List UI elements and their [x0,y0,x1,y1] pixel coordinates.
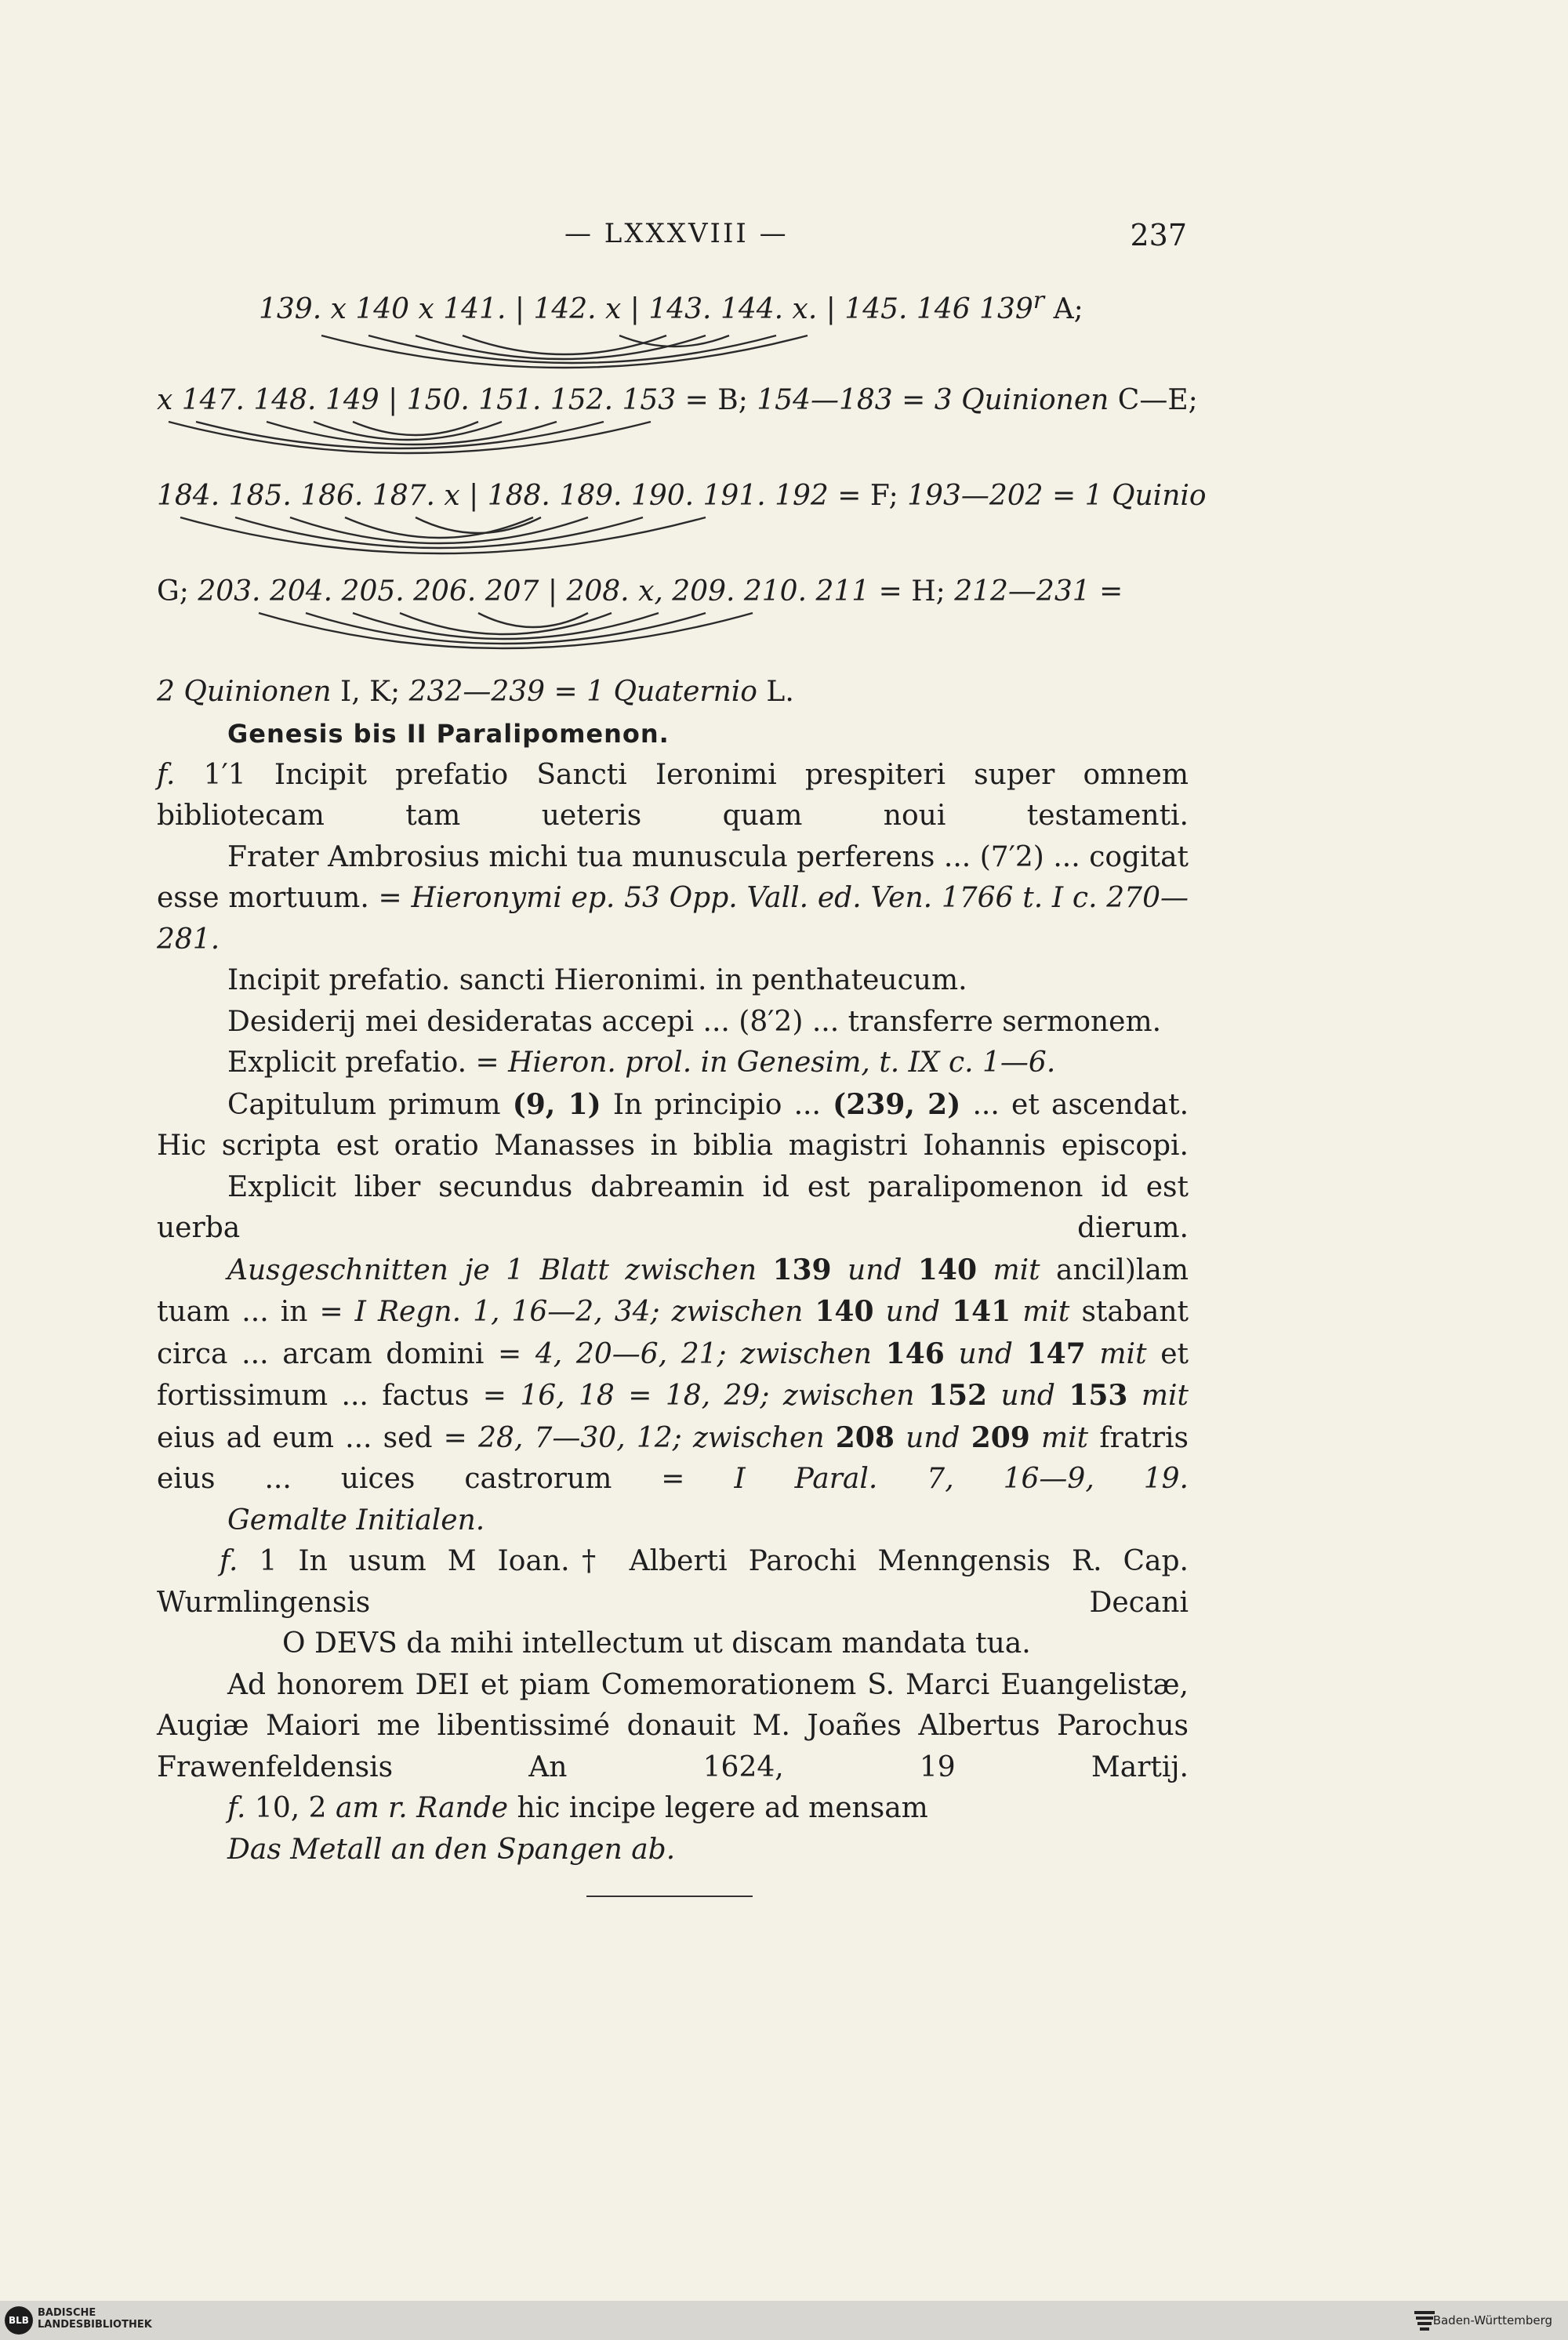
paragraph-3: Incipit prefatio. sancti Hieronimi. in penthateucum. [227,964,967,996]
paragraph-text: hic incipe legere ad mensam [508,1792,928,1824]
quire-tail: L. [757,676,794,708]
quire-line-1 [259,287,1294,325]
folio-bold: 147 [1026,1337,1086,1370]
note-text: mit [1029,1421,1100,1454]
folio-bold: 146 [885,1337,945,1370]
quire-text: 203. 204. 205. 206. 207 | 208. x, 209. 210. 211 [198,575,870,608]
citation: I Paral. 7, 16—9, 19. [734,1463,1189,1495]
paragraph-1 [157,755,1189,837]
citation: Hieronymi ep. 53 Opp. Vall. ed. Ven. 1766 t. I c. 270—281. [157,882,1189,956]
main-text [157,713,1189,1870]
folio-ref: f. [227,1792,246,1824]
quire-tail: A; [1044,293,1083,325]
folio-bold: 140 [815,1295,874,1328]
note-text: mit [977,1253,1057,1286]
folio-number: 10, 2 [245,1792,336,1824]
quire-text-2: 232—239 = 1 Quaternio [408,676,757,708]
end-rule [586,1896,753,1897]
folio-bold: 152 [927,1379,988,1412]
folio-bold: 208 [835,1420,895,1454]
paragraph-text: Explicit prefatio. = [227,1047,509,1079]
paragraph-8 [157,1250,1189,1500]
citation: 16, 18 = 18, 29; zwischen [520,1380,928,1412]
paragraph-12: Ad honorem DEI et piam Comemorationem S. Marci Euangelistæ, Augiæ Maiori me libentissimé donauit M. Joañes Albertus Parochus Frawenfeldensis An 1624, 19 Martij. [157,1668,1189,1783]
quire-line-3 [157,480,1207,512]
note-text: und [831,1253,918,1286]
footer-bar [0,2301,1568,2340]
running-head [0,218,1568,265]
paragraph-4: Desiderij mei desideratas accepi ... (8′2) ... transferre sermonem. [227,1005,1162,1038]
quote-text: stabant circa ... arcam domini = [157,1296,1189,1370]
quire-text-2: 154—183 = 3 Quinionen [757,384,1109,416]
library-name-line-1: BADISCHE [38,2307,96,2319]
note-text: und [894,1421,971,1454]
quote-text: ancil)lam tuam ... in = [157,1253,1189,1328]
quote-text: eius ad eum ... sed = [157,1421,479,1454]
paragraph-13 [157,1788,1189,1830]
paragraph-11: O DEVS da mihi intellectum ut discam mandata tua. [282,1627,1031,1660]
blb-logo-icon: BLB [5,2306,33,2335]
folio-ref: f. [220,1545,238,1577]
quire-text: x 147. 148. 149 | 150. 151. 152. 153 [157,384,677,416]
section-heading: Genesis bis II Paralipomenon. [227,719,670,749]
folio-bold: (239, 2) [833,1087,961,1121]
quire-lead: G; [157,575,198,608]
paragraph-7: Explicit liber secundus dabreamin id est paralipomenon id est uerba dierum. [157,1170,1189,1244]
quire-mid: = H; [869,575,955,608]
folio-bold: 153 [1069,1379,1128,1412]
quire-text: 139. x 140 x 141. | 142. x | 143. 144. x. | 145. 146 139 [259,293,1033,325]
running-title: — LXXXVIII — [564,218,789,249]
state-name: Baden-Württemberg [1432,2313,1552,2327]
quire-text: 184. 185. 186. 187. x | 188. 189. 190. 191. 192 [157,480,829,512]
citation: 28, 7—30, 12; zwischen [478,1421,836,1454]
citation: Hieron. prol. in Genesim, t. IX c. 1—6. [508,1047,1056,1079]
quire-mid: = B; [676,384,757,416]
paragraph-5 [157,1043,1189,1084]
citation: 4, 20—6, 21; zwischen [535,1337,886,1370]
paragraph-text: Frater Ambrosius michi tua munuscula perferens ... (7′2) ... cogitat esse mortuum. = [157,840,1189,914]
paragraph-6 [157,1084,1189,1167]
note-text: mit [1085,1337,1161,1370]
margin-note: am r. Rande [335,1792,509,1824]
quire-mid: = F; [828,480,908,512]
folio-bold: 141 [952,1295,1011,1328]
library-name-line-2: LANDESBIBLIOTHEK [38,2319,152,2331]
page-number: 237 [1130,218,1187,252]
note-text: und [987,1380,1069,1412]
paragraph-text: In principio ... [601,1088,833,1121]
paragraph-9: Gemalte Initialen. [227,1504,485,1536]
paragraph-text: ... et ascendat. Hic scripta est oratio Manasses in biblia magistri Iohannis episcopi. [157,1088,1189,1162]
folio-bold: 140 [917,1253,978,1286]
quire-text: 2 Quinionen [157,676,332,708]
note-text: und [944,1337,1027,1370]
quire-line-2 [157,384,1198,416]
note-text: Ausgeschnitten je 1 Blatt zwischen [227,1253,773,1286]
quire-text-2: 193—202 = 1 Quinio [907,480,1207,512]
folio-ref: f. [157,758,176,791]
quote-text: fratris eius ... uices castrorum = [157,1421,1189,1495]
note-text: und [873,1296,953,1328]
note-text: mit [1011,1296,1082,1328]
quote-text: et fortissimum ... factus = [157,1337,1189,1412]
folio-bold: 209 [971,1420,1030,1454]
folio-bold: 139 [772,1253,832,1286]
paragraph-text: In usum M Ioan.† Alberti Parochi Menngensis R. Cap. Wurmlingensis Decani [157,1545,1189,1619]
quire-text-2: 212—231 = [954,575,1123,608]
paragraph-2 [157,837,1189,961]
folio-bold: (9, 1) [512,1087,601,1121]
citation: I Regn. 1, 16—2, 34; zwischen [354,1296,815,1328]
note-text: mit [1127,1380,1189,1412]
quire-tail: C—E; [1109,384,1198,416]
folio-number: 1 [238,1545,299,1577]
paragraph-14: Das Metall an den Spangen ab. [227,1833,676,1866]
paragraph-text: Incipit prefatio Sancti Ieronimi prespiteri super omnem bibliotecam tam ueteris quam noui testamenti. [157,758,1189,832]
quire-line-5 [157,676,1192,708]
quire-sup: r [1033,287,1045,314]
folio-number: 1′1 [175,758,274,791]
quire-line-4 [157,575,1192,608]
paragraph-10 [157,1541,1189,1623]
library-name [38,2307,152,2331]
paragraph-text: Capitulum primum [227,1088,513,1121]
quire-mid: I, K; [331,676,409,708]
